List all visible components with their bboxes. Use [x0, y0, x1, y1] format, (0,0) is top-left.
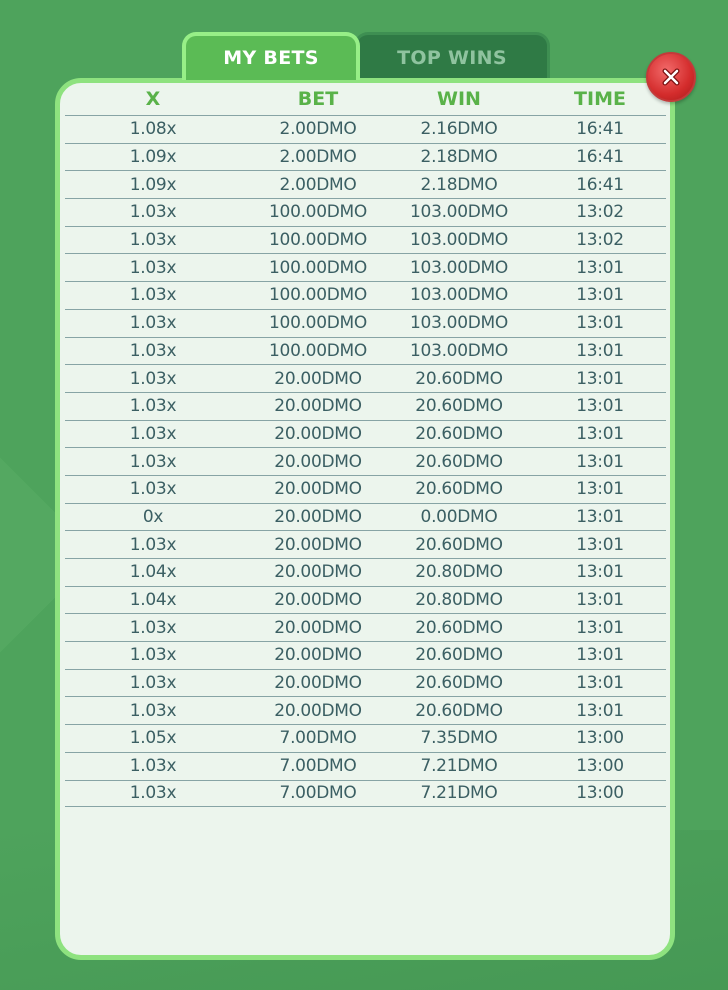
cell-multiplier: 1.03x [129, 673, 177, 694]
table-row [65, 586, 666, 614]
cell-multiplier: 1.03x [129, 230, 177, 251]
table-row [65, 115, 666, 143]
cell-bet: 20.00DMO [274, 506, 362, 527]
cell-time: 13:01 [576, 396, 624, 417]
table-row [65, 641, 666, 669]
cell-multiplier: 1.03x [129, 340, 177, 361]
cell-win: 20.60DMO [415, 368, 503, 389]
table-row [65, 724, 666, 752]
table-row [65, 170, 666, 198]
cell-win: 2.16DMO [420, 119, 498, 140]
table-row [65, 309, 666, 337]
cell-time: 13:01 [576, 562, 624, 583]
table-row [65, 475, 666, 503]
cell-bet: 20.00DMO [274, 645, 362, 666]
cell-time: 13:01 [576, 534, 624, 555]
cell-multiplier: 1.05x [129, 728, 177, 749]
table-row [65, 143, 666, 171]
tab-my-bets[interactable]: MY BETS [182, 32, 360, 80]
cell-time: 16:41 [576, 119, 624, 140]
cell-bet: 20.00DMO [274, 423, 362, 444]
cell-multiplier: 1.03x [129, 285, 177, 306]
cell-multiplier: 1.04x [129, 562, 177, 583]
cell-time: 13:00 [576, 756, 624, 777]
cell-multiplier: 1.03x [129, 368, 177, 389]
cell-bet: 100.00DMO [269, 313, 367, 334]
cell-time: 13:01 [576, 700, 624, 721]
cell-time: 13:01 [576, 340, 624, 361]
cell-bet: 20.00DMO [274, 396, 362, 417]
cell-multiplier: 1.04x [129, 590, 177, 611]
table-row [65, 613, 666, 641]
table-row [65, 558, 666, 586]
cell-win: 20.60DMO [415, 700, 503, 721]
cell-win: 20.60DMO [415, 534, 503, 555]
cell-bet: 100.00DMO [269, 202, 367, 223]
cell-bet: 20.00DMO [274, 451, 362, 472]
table-row [65, 530, 666, 558]
cell-bet: 100.00DMO [269, 340, 367, 361]
cell-time: 13:00 [576, 783, 624, 804]
cell-multiplier: 1.03x [129, 479, 177, 500]
cell-win: 20.60DMO [415, 673, 503, 694]
column-header-time: TIME [574, 88, 626, 110]
cell-win: 103.00DMO [410, 257, 508, 278]
close-icon [660, 66, 682, 88]
cell-win: 103.00DMO [410, 340, 508, 361]
cell-bet: 7.00DMO [279, 783, 357, 804]
table-row [65, 447, 666, 475]
cell-multiplier: 1.03x [129, 313, 177, 334]
cell-time: 13:01 [576, 423, 624, 444]
cell-bet: 100.00DMO [269, 285, 367, 306]
table-row [65, 281, 666, 309]
cell-bet: 20.00DMO [274, 590, 362, 611]
cell-time: 13:01 [576, 590, 624, 611]
cell-win: 20.60DMO [415, 645, 503, 666]
cell-win: 20.60DMO [415, 423, 503, 444]
cell-win: 20.60DMO [415, 479, 503, 500]
cell-win: 7.21DMO [420, 756, 498, 777]
close-button[interactable] [646, 52, 696, 102]
cell-win: 103.00DMO [410, 313, 508, 334]
cell-multiplier: 1.03x [129, 423, 177, 444]
bets-table-body [60, 115, 670, 807]
cell-win: 20.80DMO [415, 590, 503, 611]
cell-bet: 20.00DMO [274, 534, 362, 555]
cell-win: 20.60DMO [415, 451, 503, 472]
cell-multiplier: 1.03x [129, 451, 177, 472]
column-header-x: X [145, 88, 161, 110]
cell-win: 103.00DMO [410, 285, 508, 306]
cell-bet: 2.00DMO [279, 119, 357, 140]
cell-multiplier: 1.03x [129, 756, 177, 777]
cell-bet: 20.00DMO [274, 368, 362, 389]
cell-win: 20.60DMO [415, 396, 503, 417]
table-row [65, 780, 666, 808]
cell-win: 103.00DMO [410, 230, 508, 251]
cell-bet: 2.00DMO [279, 174, 357, 195]
cell-bet: 20.00DMO [274, 700, 362, 721]
cell-time: 16:41 [576, 147, 624, 168]
cell-win: 2.18DMO [420, 174, 498, 195]
cell-time: 13:01 [576, 673, 624, 694]
column-header-win: WIN [437, 88, 481, 110]
cell-win: 20.80DMO [415, 562, 503, 583]
table-row [65, 669, 666, 697]
cell-multiplier: 0x [142, 506, 164, 527]
cell-multiplier: 1.03x [129, 202, 177, 223]
cell-bet: 7.00DMO [279, 728, 357, 749]
cell-win: 2.18DMO [420, 147, 498, 168]
cell-time: 13:00 [576, 728, 624, 749]
cell-multiplier: 1.03x [129, 257, 177, 278]
cell-time: 13:01 [576, 479, 624, 500]
cell-bet: 100.00DMO [269, 257, 367, 278]
cell-multiplier: 1.03x [129, 396, 177, 417]
cell-multiplier: 1.09x [129, 147, 177, 168]
cell-win: 7.21DMO [420, 783, 498, 804]
cell-bet: 20.00DMO [274, 479, 362, 500]
cell-bet: 20.00DMO [274, 673, 362, 694]
table-row [65, 337, 666, 365]
table-row [65, 198, 666, 226]
cell-win: 7.35DMO [420, 728, 498, 749]
column-header-bet: BET [297, 88, 339, 110]
cell-multiplier: 1.03x [129, 783, 177, 804]
cell-time: 13:01 [576, 506, 624, 527]
table-header [60, 83, 670, 115]
cell-multiplier: 1.03x [129, 617, 177, 638]
cell-multiplier: 1.03x [129, 700, 177, 721]
bets-panel [55, 78, 675, 960]
table-row [65, 392, 666, 420]
cell-time: 13:01 [576, 451, 624, 472]
table-row [65, 696, 666, 724]
cell-multiplier: 1.03x [129, 534, 177, 555]
cell-multiplier: 1.09x [129, 174, 177, 195]
cell-multiplier: 1.03x [129, 645, 177, 666]
cell-win: 0.00DMO [420, 506, 498, 527]
cell-time: 13:01 [576, 368, 624, 389]
table-row [65, 364, 666, 392]
cell-time: 13:01 [576, 257, 624, 278]
table-row [65, 253, 666, 281]
cell-bet: 20.00DMO [274, 562, 362, 583]
cell-time: 13:01 [576, 645, 624, 666]
table-row [65, 420, 666, 448]
cell-bet: 2.00DMO [279, 147, 357, 168]
cell-bet: 100.00DMO [269, 230, 367, 251]
tab-top-wins[interactable]: TOP WINS [354, 32, 550, 80]
cell-bet: 7.00DMO [279, 756, 357, 777]
cell-bet: 20.00DMO [274, 617, 362, 638]
table-row [65, 503, 666, 531]
cell-multiplier: 1.08x [129, 119, 177, 140]
cell-time: 13:02 [576, 202, 624, 223]
table-row [65, 752, 666, 780]
cell-time: 13:01 [576, 285, 624, 306]
cell-win: 20.60DMO [415, 617, 503, 638]
cell-time: 13:01 [576, 617, 624, 638]
cell-time: 16:41 [576, 174, 624, 195]
cell-win: 103.00DMO [410, 202, 508, 223]
table-row [65, 226, 666, 254]
cell-time: 13:02 [576, 230, 624, 251]
cell-time: 13:01 [576, 313, 624, 334]
